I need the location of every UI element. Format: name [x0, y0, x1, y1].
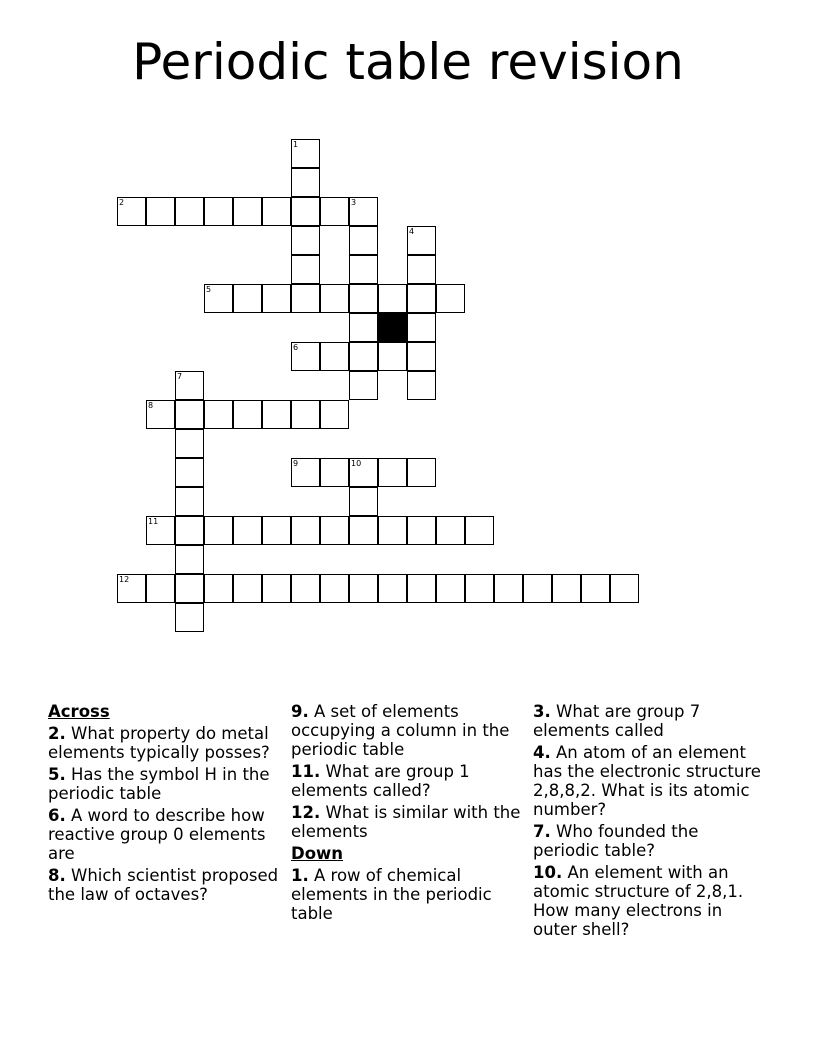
grid-cell[interactable] — [175, 197, 204, 226]
grid-cell[interactable] — [407, 516, 436, 545]
clue-number: 8. — [48, 866, 66, 885]
clue-column-1 — [48, 702, 284, 907]
grid-cell[interactable] — [320, 342, 349, 371]
clue-text: Which scientist proposed the law of octaves? — [48, 866, 279, 904]
grid-cell[interactable] — [349, 255, 378, 284]
grid-cell[interactable] — [349, 284, 378, 313]
grid-cell[interactable] — [291, 342, 320, 371]
clue-number: 12 — [119, 575, 130, 584]
grid-cell[interactable] — [146, 574, 175, 603]
clue-number: 7 — [177, 372, 183, 381]
grid-cell[interactable] — [320, 197, 349, 226]
grid-cell[interactable] — [407, 371, 436, 400]
clue-number: 12. — [291, 803, 321, 822]
grid-cell[interactable] — [291, 139, 320, 168]
clue-item — [533, 702, 769, 740]
clue-text: What property do metal elements typically posses? — [48, 724, 270, 762]
grid-cell[interactable] — [175, 487, 204, 516]
grid-cell[interactable] — [349, 226, 378, 255]
grid-cell[interactable] — [233, 516, 262, 545]
clue-text: An atom of an element has the electronic structure 2,8,8,2. What is its atomic number? — [533, 743, 761, 819]
clue-number: 5. — [48, 765, 66, 784]
grid-cell[interactable] — [494, 574, 523, 603]
grid-cell[interactable] — [523, 574, 552, 603]
grid-cell[interactable] — [436, 574, 465, 603]
grid-cell[interactable] — [146, 516, 175, 545]
grid-cell[interactable] — [233, 284, 262, 313]
grid-cell[interactable] — [407, 226, 436, 255]
clue-number: 1. — [291, 866, 309, 885]
grid-cell[interactable] — [291, 516, 320, 545]
grid-cell[interactable] — [175, 603, 204, 632]
grid-cell[interactable] — [378, 458, 407, 487]
clue-text: A row of chemical elements in the periodic table — [291, 866, 492, 923]
grid-cell[interactable] — [204, 516, 233, 545]
section-heading: Down — [291, 844, 344, 863]
grid-cell[interactable] — [291, 168, 320, 197]
grid-cell[interactable] — [378, 284, 407, 313]
clue-column-3 — [533, 702, 769, 942]
clue-item — [48, 806, 284, 863]
grid-cell[interactable] — [320, 400, 349, 429]
clue-text: A word to describe how reactive group 0 elements are — [48, 806, 266, 863]
grid-cell[interactable] — [175, 545, 204, 574]
grid-cell[interactable] — [175, 458, 204, 487]
clue-item — [48, 724, 284, 762]
clue-item — [291, 866, 527, 923]
grid-cell[interactable] — [291, 255, 320, 284]
clue-text: What are group 1 elements called? — [291, 762, 470, 800]
clue-number: 3 — [351, 198, 357, 207]
grid-cell[interactable] — [407, 255, 436, 284]
grid-cell[interactable] — [262, 574, 291, 603]
grid-cell[interactable] — [320, 516, 349, 545]
grid-cell[interactable] — [349, 574, 378, 603]
grid-cell[interactable] — [349, 487, 378, 516]
grid-cell[interactable] — [204, 197, 233, 226]
grid-cell[interactable] — [204, 284, 233, 313]
clue-number: 1 — [293, 140, 299, 149]
grid-cell[interactable] — [581, 574, 610, 603]
grid-cell[interactable] — [407, 284, 436, 313]
clue-text: Who founded the periodic table? — [533, 822, 699, 860]
grid-cell[interactable] — [233, 574, 262, 603]
grid-cell[interactable] — [407, 458, 436, 487]
clue-number: 3. — [533, 702, 551, 721]
clue-number: 11 — [148, 517, 159, 526]
grid-cell[interactable] — [204, 400, 233, 429]
clue-number: 4. — [533, 743, 551, 762]
grid-cell[interactable] — [117, 574, 146, 603]
clue-text: What is similar with the elements — [291, 803, 521, 841]
grid-cell[interactable] — [175, 400, 204, 429]
grid-cell[interactable] — [378, 516, 407, 545]
clue-item — [533, 863, 769, 939]
grid-cell[interactable] — [291, 226, 320, 255]
grid-cell[interactable] — [465, 516, 494, 545]
clue-number: 9 — [293, 459, 299, 468]
clue-text: A set of elements occupying a column in the periodic table — [291, 702, 510, 759]
clue-item — [291, 803, 527, 841]
clue-item — [48, 765, 284, 803]
clue-number: 2 — [119, 198, 125, 207]
grid-cell[interactable] — [233, 197, 262, 226]
grid-cell[interactable] — [175, 574, 204, 603]
clue-number: 5 — [206, 285, 212, 294]
clue-item — [291, 762, 527, 800]
page-title: Periodic table revision — [132, 33, 684, 91]
clue-number: 7. — [533, 822, 551, 841]
grid-cell[interactable] — [262, 284, 291, 313]
grid-cell[interactable] — [407, 313, 436, 342]
grid-cell[interactable] — [175, 516, 204, 545]
grid-cell[interactable] — [291, 574, 320, 603]
grid-cell[interactable] — [378, 342, 407, 371]
grid-cell[interactable] — [204, 574, 233, 603]
clue-number: 6 — [293, 343, 299, 352]
section-heading: Across — [48, 702, 110, 721]
grid-cell[interactable] — [175, 429, 204, 458]
clue-number: 9. — [291, 702, 309, 721]
grid-cell[interactable] — [407, 342, 436, 371]
clue-item — [48, 866, 284, 904]
grid-cell[interactable] — [146, 400, 175, 429]
grid-cell[interactable] — [407, 574, 436, 603]
clue-number: 10. — [533, 863, 563, 882]
grid-cell[interactable] — [175, 371, 204, 400]
grid-cell[interactable] — [320, 284, 349, 313]
grid-cell[interactable] — [320, 574, 349, 603]
grid-cell[interactable] — [291, 284, 320, 313]
grid-cell[interactable] — [291, 400, 320, 429]
grid-cell[interactable] — [262, 516, 291, 545]
grid-cell[interactable] — [349, 313, 378, 342]
clue-number: 8 — [148, 401, 154, 410]
grid-cell[interactable] — [552, 574, 581, 603]
grid-cell[interactable] — [349, 458, 378, 487]
grid-cell[interactable] — [349, 197, 378, 226]
clue-text: Has the symbol H in the periodic table — [48, 765, 270, 803]
clue-text: An element with an atomic structure of 2,8,1. How many electrons in outer shell? — [533, 863, 744, 939]
grid-block — [378, 313, 407, 342]
clue-number: 6. — [48, 806, 66, 825]
clue-column-2 — [291, 702, 527, 926]
clue-number: 10 — [351, 459, 362, 468]
clue-number: 4 — [409, 227, 415, 236]
grid-cell[interactable] — [349, 342, 378, 371]
grid-cell[interactable] — [610, 574, 639, 603]
clue-number: 11. — [291, 762, 321, 781]
clue-item — [533, 743, 769, 819]
grid-cell[interactable] — [465, 574, 494, 603]
clue-item — [533, 822, 769, 860]
clue-number: 2. — [48, 724, 66, 743]
grid-cell[interactable] — [320, 458, 349, 487]
clue-text: What are group 7 elements called — [533, 702, 701, 740]
grid-cell[interactable] — [436, 516, 465, 545]
grid-cell[interactable] — [349, 516, 378, 545]
grid-cell[interactable] — [291, 458, 320, 487]
grid-cell[interactable] — [262, 197, 291, 226]
grid-cell[interactable] — [349, 371, 378, 400]
grid-cell[interactable] — [233, 400, 262, 429]
grid-cell[interactable] — [291, 197, 320, 226]
grid-cell[interactable] — [436, 284, 465, 313]
grid-cell[interactable] — [262, 400, 291, 429]
grid-cell[interactable] — [146, 197, 175, 226]
grid-cell[interactable] — [378, 574, 407, 603]
clue-item — [291, 702, 527, 759]
grid-cell[interactable] — [117, 197, 146, 226]
